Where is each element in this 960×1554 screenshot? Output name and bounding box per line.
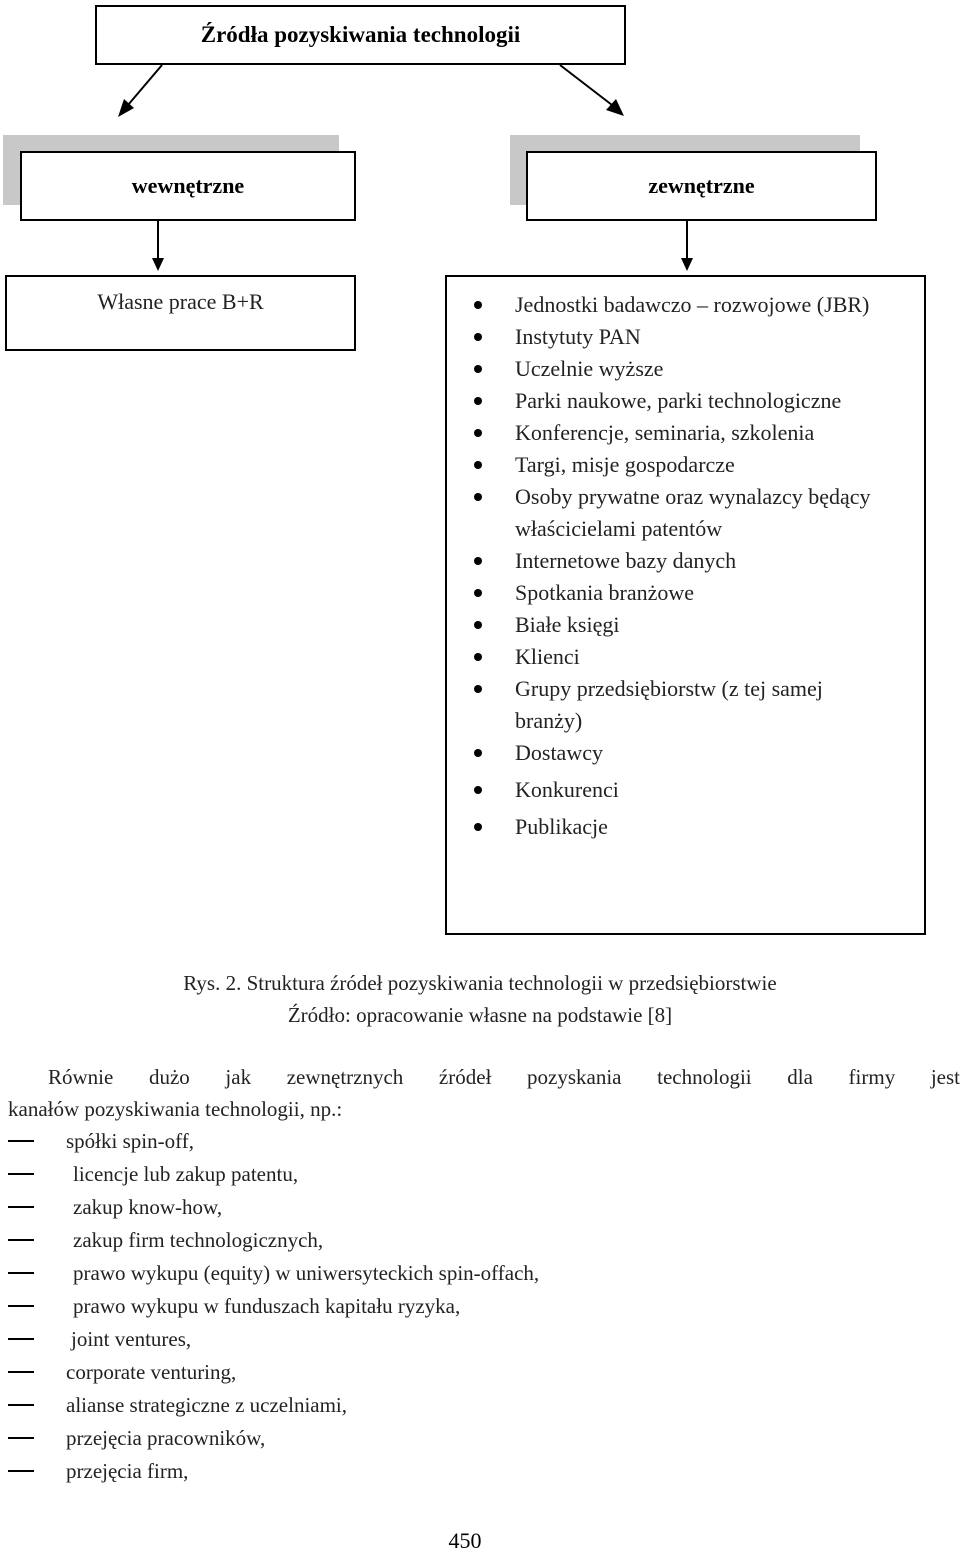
channel-label: prawo wykupu (equity) w uniwersyteckich spin-offach, (73, 1261, 540, 1285)
figure-source: Źródło: opracowanie własne na podstawie [8] (287, 1003, 673, 1027)
dash-icon (8, 1140, 34, 1142)
external-source-item (447, 353, 924, 385)
channel-label: licencje lub zakup patentu, (73, 1162, 299, 1186)
channel-item (0, 1193, 700, 1226)
channel-item (0, 1292, 700, 1325)
channel-item (0, 1325, 700, 1358)
external-source-item (447, 609, 924, 641)
channel-label: zakup firm technologicznych, (73, 1228, 324, 1252)
dash-icon (8, 1305, 34, 1307)
arrow-title-to-internal (128, 65, 162, 105)
external-source-label: Dostawcy (515, 740, 603, 765)
bullet-icon (474, 621, 482, 629)
channel-label: prawo wykupu w funduszach kapitału ryzyka, (73, 1294, 461, 1318)
bullet-icon (474, 557, 482, 565)
bullet-icon (474, 397, 482, 405)
external-source-label: Klienci (515, 644, 580, 669)
external-source-label: Instytuty PAN (515, 324, 641, 349)
channel-item (0, 1358, 700, 1391)
external-source-item (447, 737, 924, 769)
bullet-icon (474, 685, 482, 693)
external-source-item (447, 641, 924, 673)
external-category-label: zewnętrzne (648, 173, 755, 198)
channel-item (0, 1127, 700, 1160)
channel-label: corporate venturing, (66, 1360, 237, 1384)
dash-icon (8, 1371, 34, 1373)
external-source-label: Internetowe bazy danych (515, 548, 737, 573)
channel-label: zakup know-how, (73, 1195, 223, 1219)
bullet-icon (474, 493, 482, 501)
channel-item (0, 1259, 700, 1292)
external-source-label: Grupy przedsiębiorstw (z tej samej branży) (515, 676, 823, 733)
external-source-item (447, 774, 924, 806)
internal-source-item: Własne prace B+R (97, 289, 264, 314)
page-number: 450 (448, 1528, 482, 1553)
dash-icon (8, 1239, 34, 1241)
channel-label: spółki spin-off, (66, 1129, 194, 1153)
channels-list (0, 1127, 700, 1490)
channel-label: przejęcia firm, (66, 1459, 189, 1483)
internal-sources-box (5, 275, 356, 351)
external-source-item (447, 577, 924, 609)
external-sources-box (445, 275, 926, 935)
bullet-icon (474, 653, 482, 661)
dash-icon (8, 1437, 34, 1439)
external-source-item (447, 289, 924, 321)
external-sources-list (447, 289, 924, 843)
external-source-label: Publikacje (515, 814, 608, 839)
arrowhead-external-down (681, 258, 693, 271)
channel-label: joint ventures, (71, 1327, 192, 1351)
dash-icon (8, 1272, 34, 1274)
external-source-label: Jednostki badawczo – rozwojowe (JBR) (515, 292, 870, 317)
external-source-item (447, 321, 924, 353)
bullet-icon (474, 749, 482, 757)
external-source-label: Spotkania branżowe (515, 580, 694, 605)
external-source-label: Targi, misje gospodarcze (515, 452, 735, 477)
external-source-item (447, 449, 924, 481)
external-source-label: Parki naukowe, parki technologiczne (515, 388, 842, 413)
internal-category-label: wewnętrzne (131, 173, 245, 198)
paragraph-line-1: Równie dużo jak zewnętrznych źródeł pozyskania technologii dla firmy jest (48, 1065, 960, 1089)
bullet-icon (474, 429, 482, 437)
external-source-label: Osoby prywatne oraz wynalazcy będący właścicielami patentów (515, 484, 871, 541)
bullet-icon (474, 301, 482, 309)
channel-item (0, 1391, 700, 1424)
channel-item (0, 1226, 700, 1259)
diagram-title: Źródła pozyskiwania technologii (200, 22, 521, 47)
channel-label: alianse strategiczne z uczelniami, (66, 1393, 348, 1417)
paragraph-line-2: kanałów pozyskiwania technologii, np.: (8, 1097, 343, 1121)
external-source-item (447, 811, 924, 843)
external-source-item (447, 417, 924, 449)
external-source-label: Uczelnie wyższe (515, 356, 664, 381)
channel-label: przejęcia pracowników, (66, 1426, 266, 1450)
channel-item (0, 1160, 700, 1193)
bullet-icon (474, 589, 482, 597)
arrow-title-to-external (560, 65, 612, 105)
arrowhead-internal-down (152, 258, 164, 271)
dash-icon (8, 1404, 34, 1406)
external-source-item (447, 481, 924, 545)
external-source-label: Białe księgi (515, 612, 620, 637)
channel-item (0, 1457, 700, 1490)
dash-icon (8, 1206, 34, 1208)
external-source-item (447, 673, 924, 737)
dash-icon (8, 1470, 34, 1472)
bullet-icon (474, 365, 482, 373)
figure-caption: Rys. 2. Struktura źródeł pozyskiwania technologii w przedsiębiorstwie (183, 971, 777, 995)
bullet-icon (474, 333, 482, 341)
external-source-label: Konferencje, seminaria, szkolenia (515, 420, 815, 445)
bullet-icon (474, 461, 482, 469)
bullet-icon (474, 786, 482, 794)
dash-icon (8, 1173, 34, 1175)
bullet-icon (474, 823, 482, 831)
dash-icon (8, 1338, 34, 1340)
channel-item (0, 1424, 700, 1457)
external-source-item (447, 545, 924, 577)
diagram-arrows (0, 0, 960, 280)
body-paragraph (8, 1061, 960, 1125)
external-source-label: Konkurenci (515, 777, 619, 802)
external-source-item (447, 385, 924, 417)
